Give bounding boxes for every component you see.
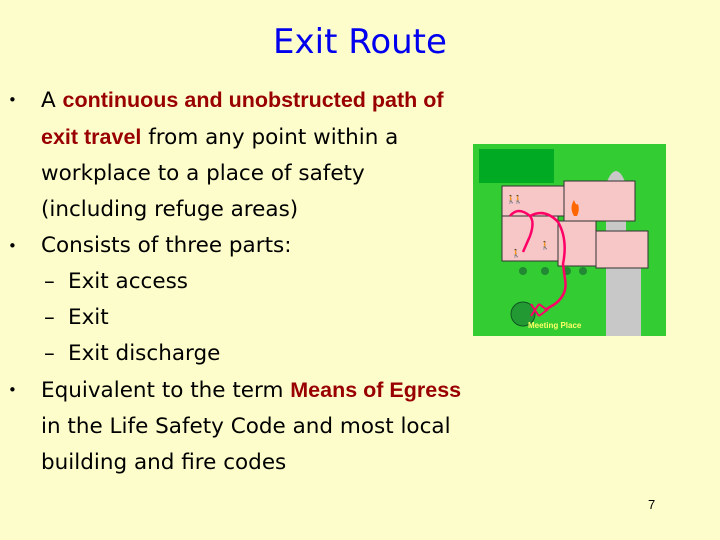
bullet-icon: • [8,237,17,255]
shrub [541,267,549,275]
dash-icon: – [44,341,55,366]
dark-green-patch [479,149,554,183]
shrub [519,267,527,275]
bullet-icon: • [8,91,17,109]
highlighted-term: continuous and unobstructed path of exit travel [41,88,444,149]
bullet-text: Consists of three parts: [41,233,292,258]
svg-text:🚶: 🚶 [506,195,516,204]
highlighted-term: Means of Egress [290,378,462,402]
bullet-list [0,82,470,481]
sub-item-text: Exit access [68,269,188,294]
sub-item-text: Exit discharge [68,341,221,366]
bullet-item-parts [0,228,470,264]
svg-text:🚶: 🚶 [511,249,521,258]
bullet-text: in the Life Safety Code and most local building and fire codes [41,414,451,475]
building-room [596,231,648,268]
exit-route-diagram [473,144,666,336]
meeting-place-label: Meeting Place [528,321,582,330]
sub-item-exit-discharge [0,336,470,372]
dash-icon: – [44,269,55,294]
shrub [579,267,587,275]
bullet-item-equivalent [0,372,470,481]
bullet-text: A [41,88,63,113]
sub-item-exit [0,300,470,336]
bullet-text: Equivalent to the term [41,378,291,403]
sub-item-exit-access [0,264,470,300]
bullet-icon: • [8,381,17,399]
dash-icon: – [44,305,55,330]
bullet-item-definition [0,82,470,228]
svg-text:🚶: 🚶 [513,195,523,204]
slide-title: Exit Route [273,22,447,62]
sub-item-text: Exit [68,305,109,330]
page-number: 7 [648,497,656,512]
bullet-text: from any point within a workplace to a place of safety (including refuge areas) [41,125,399,222]
svg-text:🚶: 🚶 [540,241,550,250]
